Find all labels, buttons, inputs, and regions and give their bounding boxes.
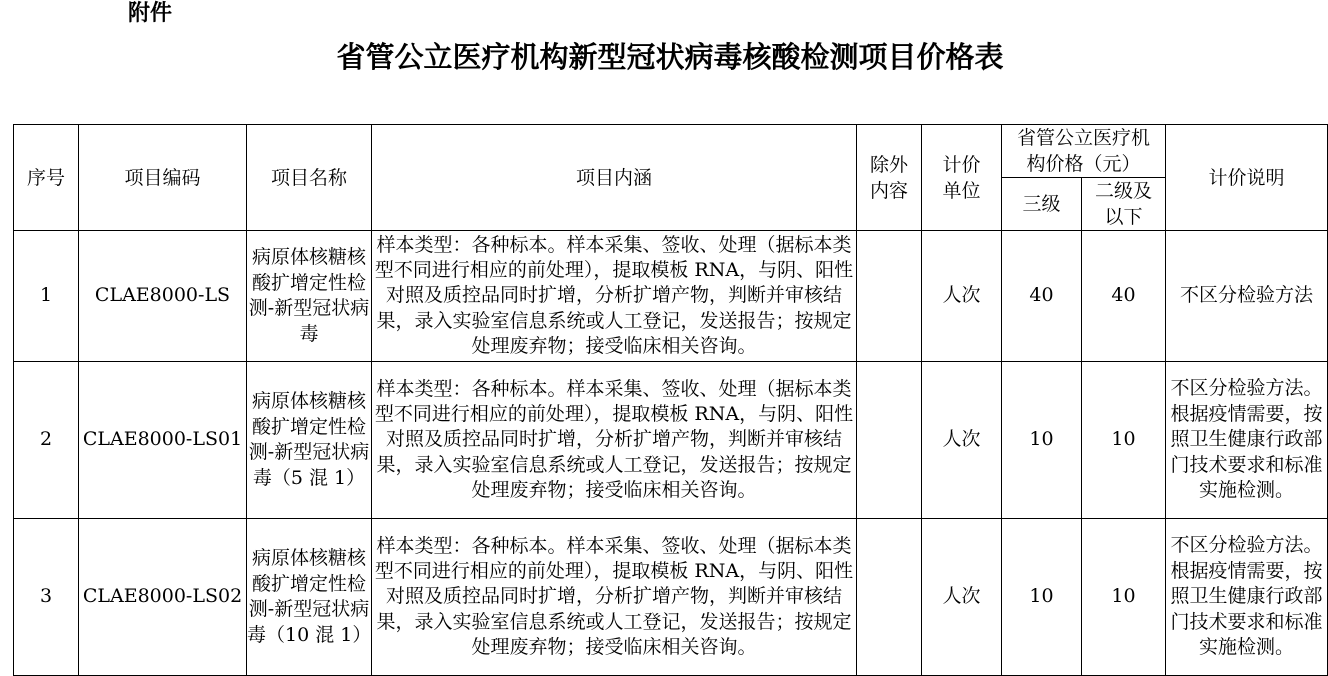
attachment-label: 附件	[128, 1, 173, 26]
cell-unit: 人次	[922, 519, 1002, 676]
cell-price-level3: 10	[1002, 362, 1082, 519]
table-row	[14, 362, 1328, 519]
cell-price-level3: 10	[1002, 519, 1082, 676]
cell-note: 不区分检验方法。根据疫情需要，按照卫生健康行政部门技术要求和标准实施检测。	[1166, 362, 1328, 519]
cell-price-level2: 40	[1082, 231, 1166, 362]
cell-seq: 1	[14, 231, 79, 362]
cell-content: 样本类型：各种标本。样本采集、签收、处理（据标本类型不同进行相应的前处理），提取模板 RNA，与阴、阳性对照及质控品同时扩增，分析扩增产物，判断并审核结果，录入实验室信息系统或人工登记，发送报告；按规定处理废弃物；接受临床相关咨询。	[372, 362, 857, 519]
col-header-seq: 序号	[14, 125, 79, 231]
col-header-note: 计价说明	[1166, 125, 1328, 231]
cell-name: 病原体核糖核酸扩增定性检测-新型冠状病毒（10 混 1）	[247, 519, 372, 676]
price-table	[13, 124, 1328, 676]
col-header-name: 项目名称	[247, 125, 372, 231]
col-header-unit: 计价单位	[922, 125, 1002, 231]
cell-seq: 3	[14, 519, 79, 676]
cell-content: 样本类型：各种标本。样本采集、签收、处理（据标本类型不同进行相应的前处理），提取模板 RNA，与阴、阳性对照及质控品同时扩增，分析扩增产物，判断并审核结果，录入实验室信息系统或人工登记，发送报告；按规定处理废弃物；接受临床相关咨询。	[372, 231, 857, 362]
cell-exclusion	[857, 519, 922, 676]
col-header-price-group: 省管公立医疗机构价格（元）	[1002, 125, 1166, 178]
table-row	[14, 231, 1328, 362]
col-header-exclusion: 除外内容	[857, 125, 922, 231]
cell-price-level2: 10	[1082, 362, 1166, 519]
cell-note: 不区分检验方法。根据疫情需要，按照卫生健康行政部门技术要求和标准实施检测。	[1166, 519, 1328, 676]
cell-note: 不区分检验方法	[1166, 231, 1328, 362]
cell-seq: 2	[14, 362, 79, 519]
col-header-level3: 三级	[1002, 178, 1082, 231]
cell-code: CLAE8000-LS	[79, 231, 247, 362]
col-header-content: 项目内涵	[372, 125, 857, 231]
page-title: 省管公立医疗机构新型冠状病毒核酸检测项目价格表	[336, 40, 1004, 74]
cell-price-level3: 40	[1002, 231, 1082, 362]
cell-exclusion	[857, 231, 922, 362]
cell-unit: 人次	[922, 231, 1002, 362]
cell-exclusion	[857, 362, 922, 519]
table-header-row	[14, 125, 1328, 178]
cell-unit: 人次	[922, 362, 1002, 519]
cell-code: CLAE8000-LS02	[79, 519, 247, 676]
col-header-code: 项目编码	[79, 125, 247, 231]
table-row	[14, 519, 1328, 676]
col-header-level2: 二级及以下	[1082, 178, 1166, 231]
cell-name: 病原体核糖核酸扩增定性检测-新型冠状病毒（5 混 1）	[247, 362, 372, 519]
cell-price-level2: 10	[1082, 519, 1166, 676]
cell-code: CLAE8000-LS01	[79, 362, 247, 519]
cell-content: 样本类型：各种标本。样本采集、签收、处理（据标本类型不同进行相应的前处理），提取模板 RNA，与阴、阳性对照及质控品同时扩增，分析扩增产物，判断并审核结果，录入实验室信息系统或人工登记，发送报告；按规定处理废弃物；接受临床相关咨询。	[372, 519, 857, 676]
cell-name: 病原体核糖核酸扩增定性检测-新型冠状病毒	[247, 231, 372, 362]
